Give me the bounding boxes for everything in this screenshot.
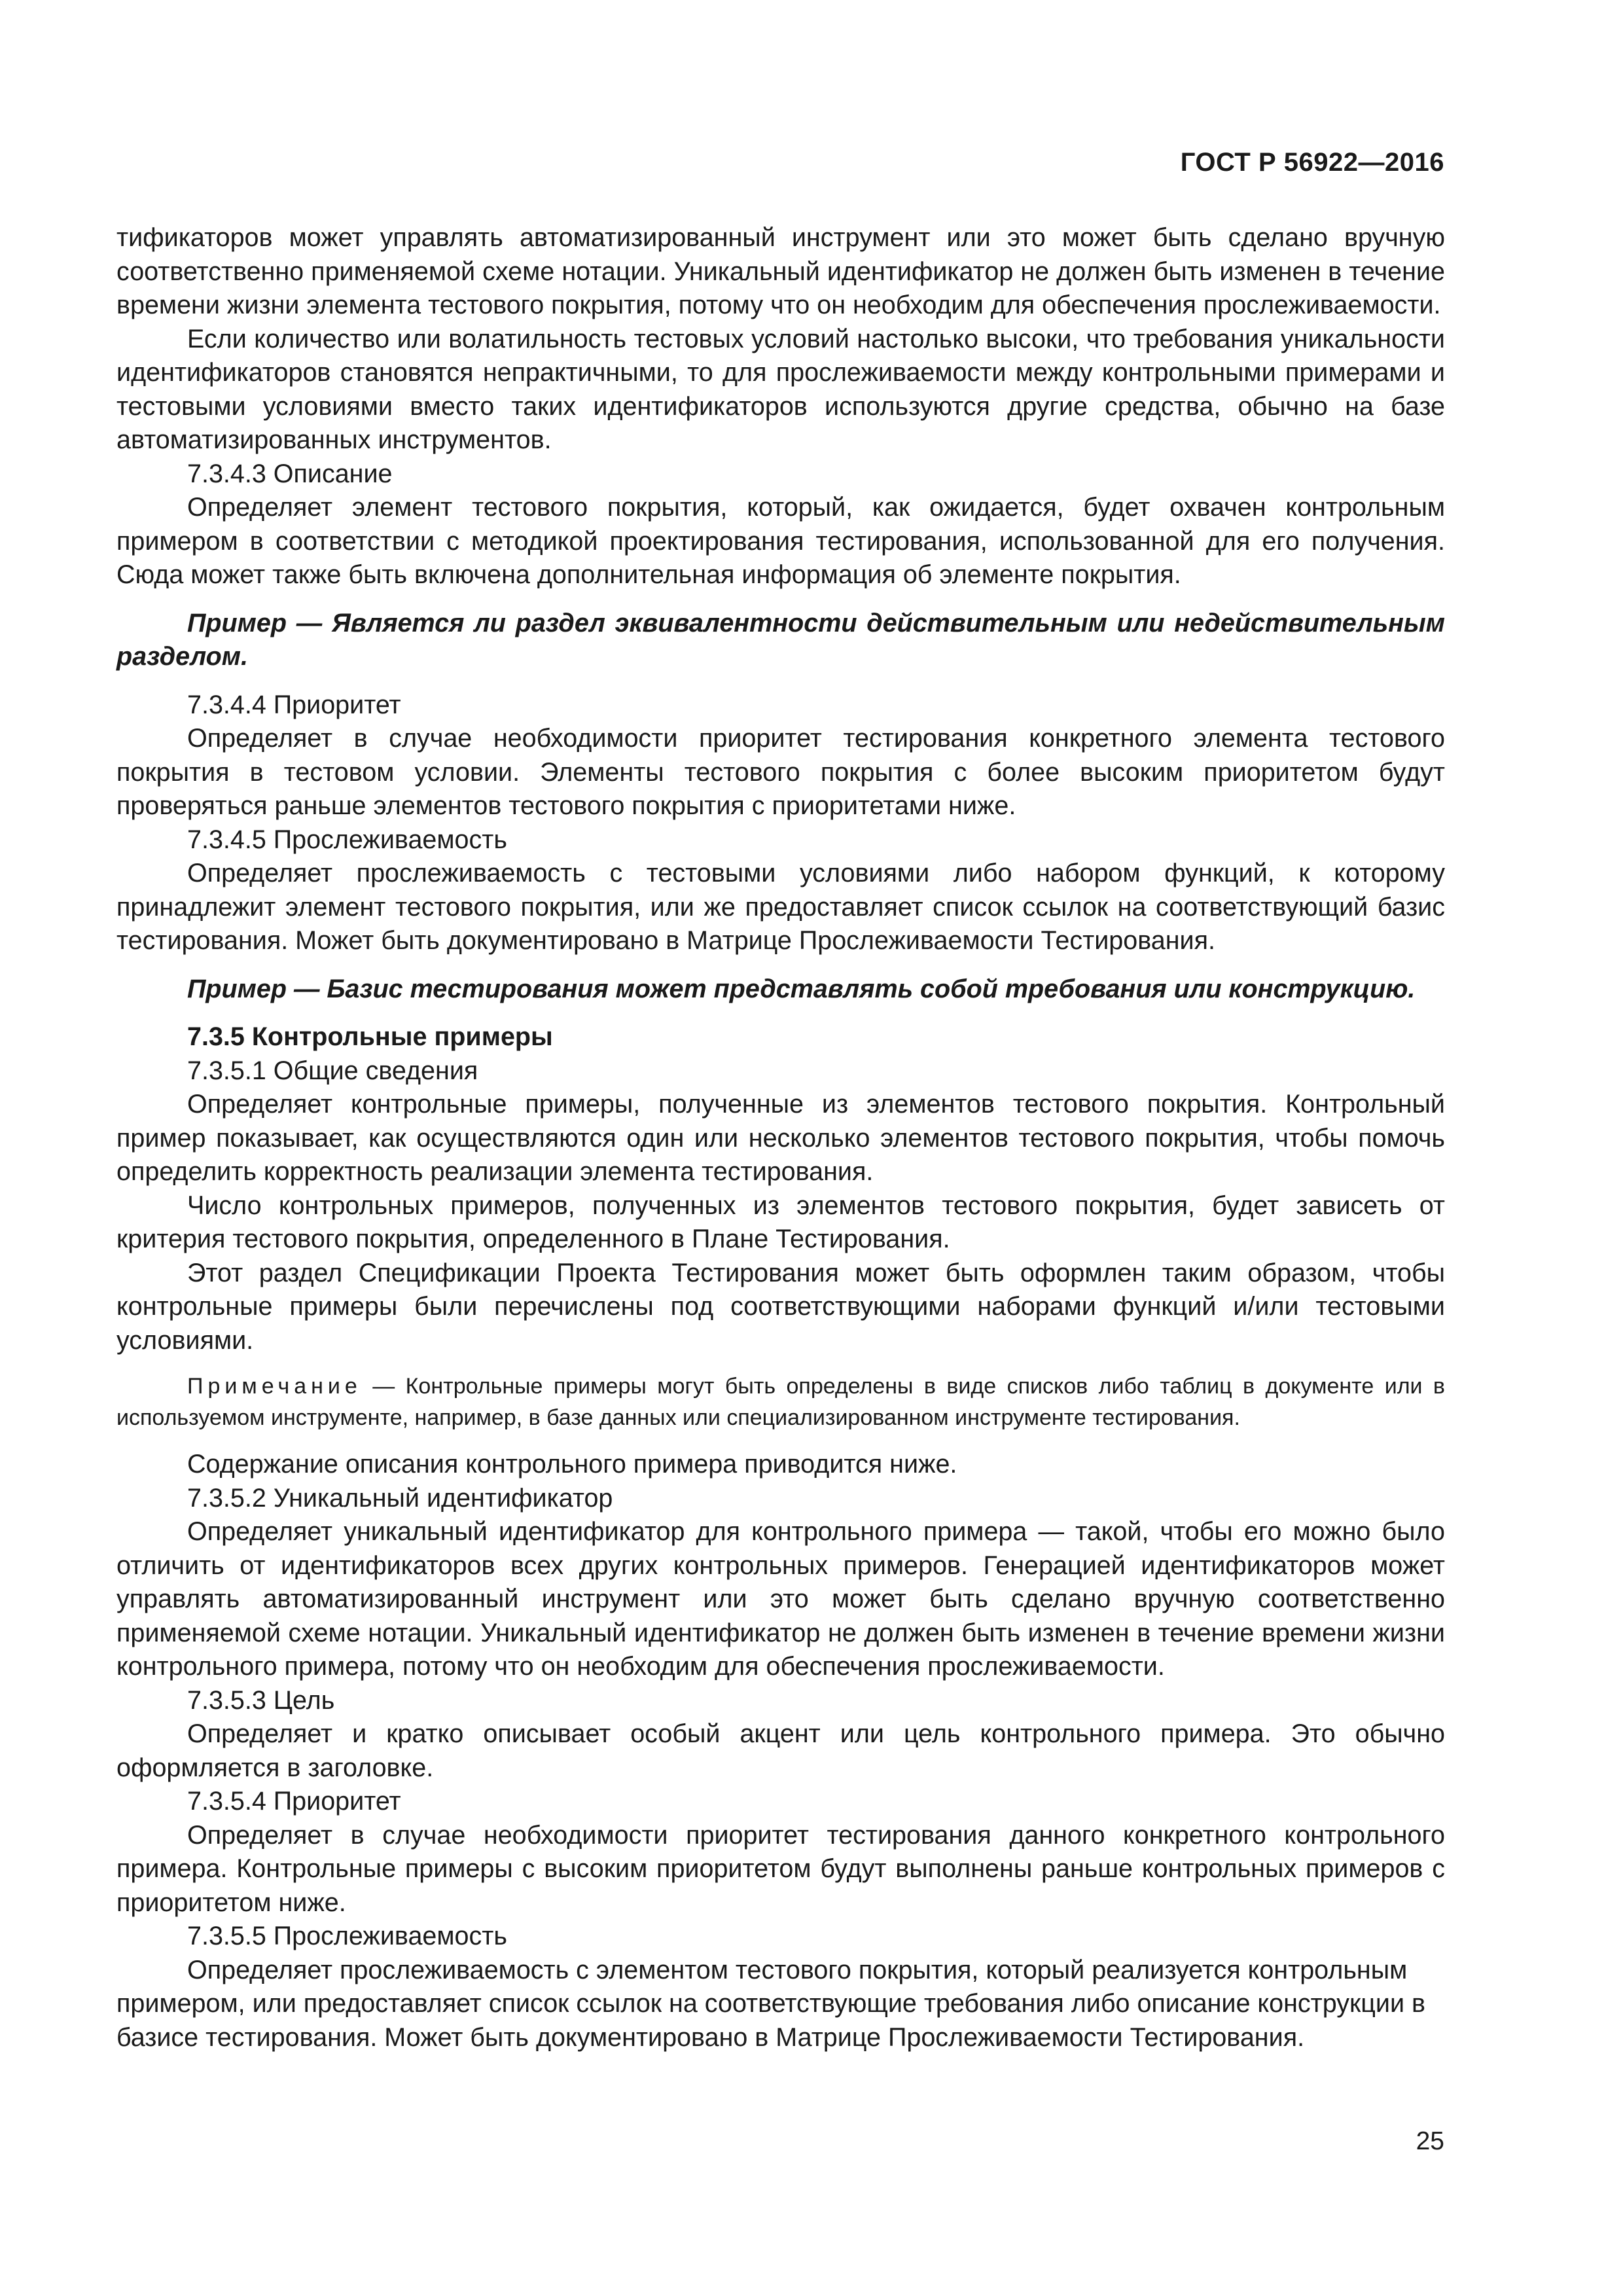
paragraph-test-cases-count: Число контрольных примеров, полученных из элементов тестового покрытия, будет зависеть от критерия тестового покрытия, определенного в Плане Тестирования. [116,1191,1445,1253]
heading-7-3-5: 7.3.5 Контрольные примеры [187,1022,553,1051]
page-body [116,221,1445,2054]
example-equivalence: Пример — Является ли раздел эквивалентности действительным или недействительным разделом. [116,608,1445,671]
paragraph-unique-identifier: Определяет уникальный идентификатор для контрольного примера — такой, чтобы его можно было отличить от идентификаторов всех других контрольных примеров. Генерацией идентификаторов может управлять автоматизированный инструмент или это может быть сделано вручную соответственно применяемой схеме нотации. Уникальный идентификатор не должен быть изменен в течение времени жизни контрольного примера, потому что он необходим для обеспечения прослеживаемости. [116,1517,1445,1681]
heading-7-3-5-3: 7.3.5.3 Цель [187,1685,335,1715]
paragraph-priority: Определяет в случае необходимости приоритет тестирования конкретного элемента тестового покрытия в тестовом условии. Элементы тестового покрытия с более высоким приоритетом будут проверяться раньше элементов тестового покрытия с приоритетами ниже. [116,724,1445,820]
paragraph-traceability-means: Если количество или волатильность тестовых условий настолько высоки, что требования уникальности идентификаторов становятся непрактичными, то для прослеживаемости между контрольными примерами и тестовыми условиями вместо таких идентификаторов используются другие средства, обычно на базе автоматизированных инструментов. [116,324,1445,454]
paragraph-test-cases-general: Определяет контрольные примеры, полученные из элементов тестового покрытия. Контрольный пример показывает, как осуществляются один или несколько элементов тестового покрытия, чтобы помочь определить корректность реализации элемента тестирования. [116,1090,1445,1186]
page-number: 25 [1416,2127,1444,2155]
paragraph-objective: Определяет и кратко описывает особый акцент или цель контрольного примера. Это обычно оформляется в заголовке. [116,1719,1445,1782]
heading-7-3-5-4: 7.3.5.4 Приоритет [187,1787,401,1816]
paragraph-case-traceability: Определяет прослеживаемость с элементом тестового покрытия, который реализуется контрольным примером, или предоставляет список ссылок на соответствующие требования либо описание конструкции в базисе тестирования. Может быть документировано в Матрице Прослеживаемости Тестирования. [116,1955,1426,2052]
paragraph-case-priority: Определяет в случае необходимости приоритет тестирования данного конкретного контрольного примера. Контрольные примеры с высоким приоритетом будут выполнены раньше контрольных примеров с приоритетом ниже. [116,1820,1445,1917]
paragraph-traceability: Определяет прослеживаемость с тестовыми условиями либо набором функций, к которому принадлежит элемент тестового покрытия, или же предоставляет список ссылок на соответствующий базис тестирования. Может быть документировано в Матрице Прослеживаемости Тестирования. [116,859,1445,955]
heading-7-3-5-5: 7.3.5.5 Прослеживаемость [187,1922,507,1950]
note-text: — Контрольные примеры могут быть определены в виде списков либо таблиц в документе или в используемом инструменте, например, в базе данных или специализированном инструменте тестирования. [116,1374,1445,1430]
heading-7-3-4-4: 7.3.4.4 Приоритет [187,690,401,719]
heading-7-3-4-3: 7.3.4.3 Описание [187,459,393,488]
paragraph-description: Определяет элемент тестового покрытия, который, как ожидается, будет охвачен контрольным примером в соответствии с методикой проектирования тестирования, использованной для его получения. Сюда может также быть включена дополнительная информация об элементе покрытия. [116,493,1445,589]
heading-7-3-5-2: 7.3.5.2 Уникальный идентификатор [187,1483,613,1513]
paragraph-section-layout: Этот раздел Спецификации Проекта Тестирования может быть оформлен таким образом, чтобы контрольные примеры были перечислены под соответствующими наборами функций и/или тестовыми условиями. [116,1258,1445,1355]
note-label: Примечание [187,1374,362,1399]
heading-7-3-4-5: 7.3.4.5 Прослеживаемость [187,825,507,854]
note-block [116,1371,1445,1433]
standard-code: ГОСТ Р 56922—2016 [1180,148,1444,177]
paragraph-continued: тификаторов может управлять автоматизированный инструмент или это может быть сделано вручную соответственно применяемой схеме нотации. Уникальный идентификатор не должен быть изменен в течение времени жизни элемента тестового покрытия, потому что он необходим для обеспечения прослеживаемости. [116,223,1445,319]
heading-7-3-5-1: 7.3.5.1 Общие сведения [187,1056,478,1085]
example-test-basis: Пример — Базис тестирования может представлять собой требования или конструкцию. [187,974,1416,1003]
paragraph-contents-intro: Содержание описания контрольного примера приводится ниже. [187,1450,957,1479]
